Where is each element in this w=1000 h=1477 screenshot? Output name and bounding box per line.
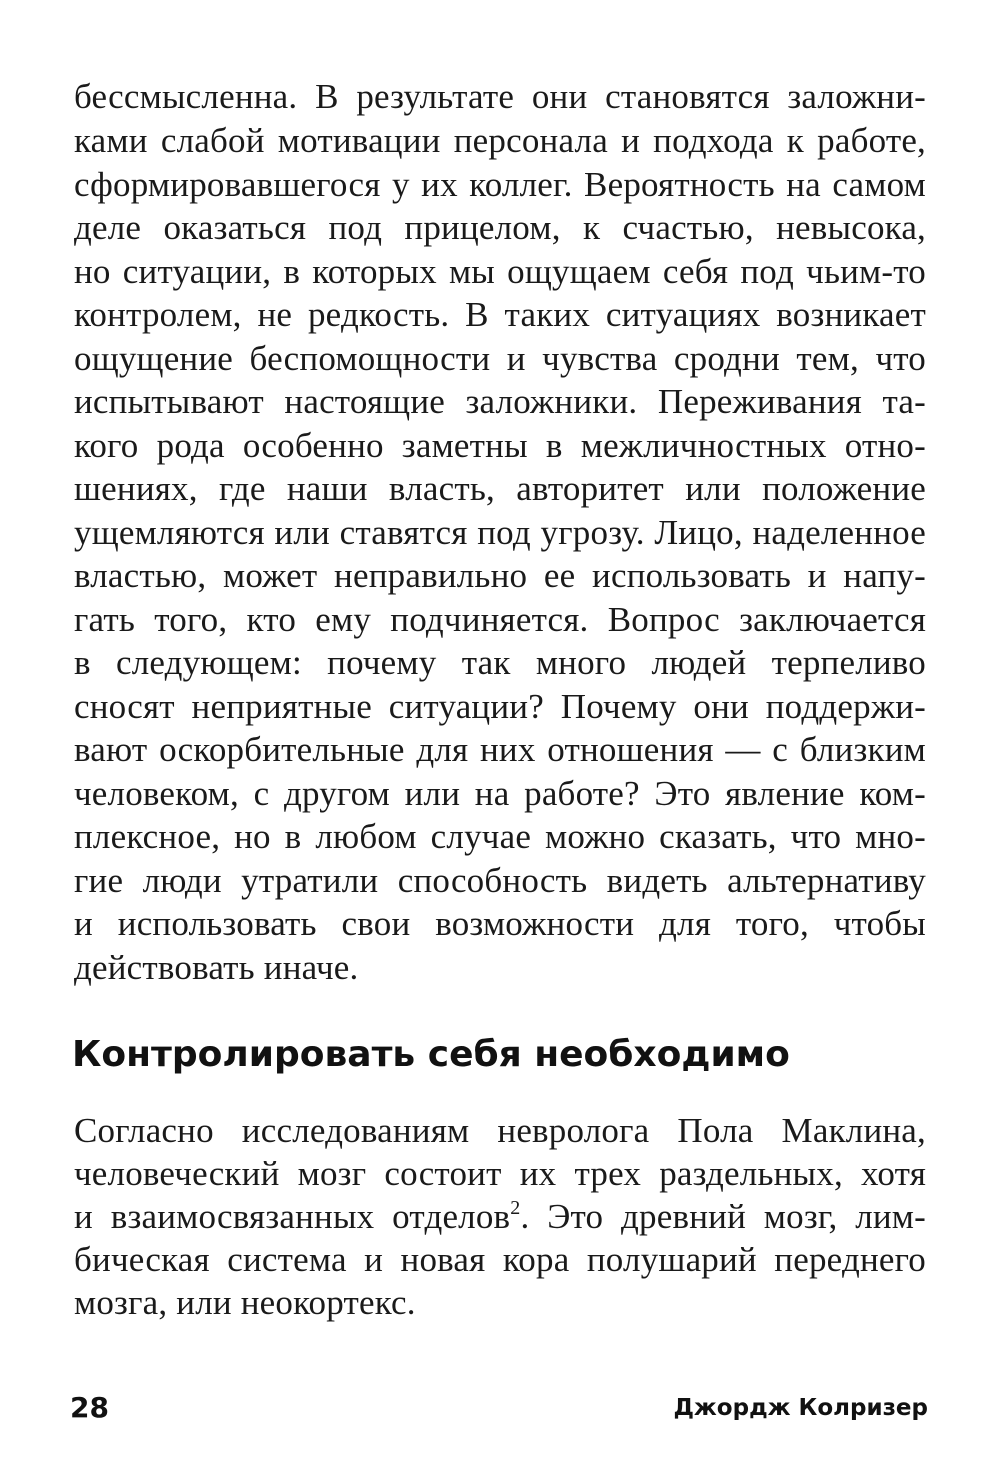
section-heading: Контролировать себя необходимо (72, 1034, 790, 1075)
text-line: вают оскорбительные для них отношения — с близким (74, 730, 926, 769)
text-line: мозга, или неокортекс. (74, 1283, 416, 1322)
text-line: ками слабой мотивации персонала и подхода к работе, (74, 121, 926, 160)
text-line: и использовать свои возможности для того, чтобы (74, 904, 926, 943)
text-line: ущемляются или ставятся под угрозу. Лицо, наделенное (74, 513, 926, 552)
text-line: гие люди утратили способность видеть альтернативу (74, 861, 926, 900)
text-line: в следующем: почему так много людей терпеливо (74, 643, 926, 682)
text-line (74, 1196, 926, 1238)
text-line: властью, может неправильно ее использовать и напу- (74, 556, 926, 595)
text-line: сформировавшегося у их коллег. Вероятность на самом (74, 165, 926, 204)
text-line: бессмысленна. В результате они становятся заложни- (74, 77, 926, 116)
text-line: сносят неприятные ситуации? Почему они поддержи- (74, 687, 926, 726)
text-line: кого рода особенно заметны в межличностных отно- (74, 426, 926, 465)
text-line: деле оказаться под прицелом, к счастью, невысока, (74, 208, 926, 247)
page-number: 28 (70, 1391, 109, 1424)
text-segment: и взаимосвязанных отделов (74, 1197, 511, 1236)
text-line: гать того, кто ему подчиняется. Вопрос заключается (74, 600, 926, 639)
text-line: действовать иначе. (74, 948, 359, 987)
text-line: человеческий мозг состоит их трех раздельных, хотя (74, 1154, 926, 1193)
text-line: Согласно исследованиям невролога Пола Маклина, (74, 1111, 926, 1150)
text-line: шениях, где наши власть, авторитет или положение (74, 469, 926, 508)
text-line: испытывают настоящие заложники. Переживания та- (74, 382, 926, 421)
text-line: плексное, но в любом случае можно сказать, что мно- (74, 817, 926, 856)
text-line: человеком, с другом или на работе? Это явление ком- (74, 774, 926, 813)
text-line: но ситуации, в которых мы ощущаем себя под чьим-то (74, 252, 926, 291)
text-line: контролем, не редкость. В таких ситуациях возникает (74, 295, 926, 334)
footnote-marker[interactable]: 2 (510, 1197, 521, 1219)
text-line: бическая система и новая кора полушарий переднего (74, 1240, 926, 1279)
text-line: ощущение беспомощности и чувства сродни тем, что (74, 339, 926, 378)
text-segment: . Это древний мозг, лим- (520, 1197, 926, 1236)
running-footer-author: Джордж Колризер (673, 1395, 928, 1421)
